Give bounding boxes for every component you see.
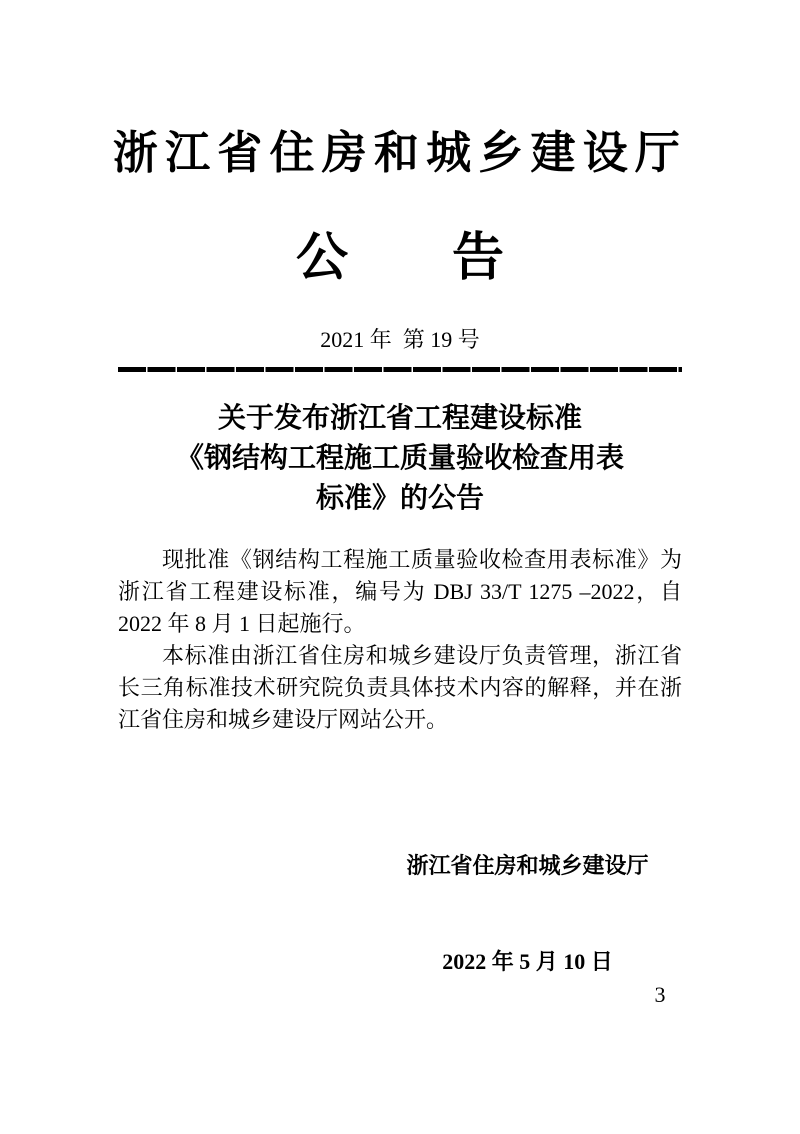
notice-heading-line-1: 关于发布浙江省工程建设标准	[217, 403, 582, 434]
notice-heading-line-2: 《钢结构工程施工质量验收检查用表	[175, 443, 624, 474]
notice-heading-line-3: 标准》的公告	[315, 483, 484, 514]
announcement-title: 公 告	[295, 230, 504, 287]
signature-agency: 浙江省住房和城乡建设厅	[406, 853, 649, 878]
notice-paragraph-2: 本标准由浙江省住房和城乡建设厅负责管理，浙江省长三角标准技术研究院负责具体技术内容的解释，并在浙江省住房和城乡建设厅网站公开。	[118, 643, 682, 732]
notice-heading	[60, 399, 740, 519]
notice-body	[118, 544, 682, 736]
agency-title: 浙江省住房和城乡建设厅	[112, 128, 688, 178]
header-divider-rule	[118, 367, 682, 372]
signature-block	[400, 786, 655, 1042]
page-number: 3	[654, 982, 666, 1007]
issue-number: 2021 年 第 19 号	[320, 327, 480, 352]
signature-date: 2022 年 5 月 10 日	[442, 949, 613, 974]
notice-paragraph-1: 现批准《钢结构工程施工质量验收检查用表标准》为浙江省工程建设标准，编号为 DBJ 33/T 1275 –2022，自 2022 年 8 月 1 日起施行。	[118, 547, 682, 636]
